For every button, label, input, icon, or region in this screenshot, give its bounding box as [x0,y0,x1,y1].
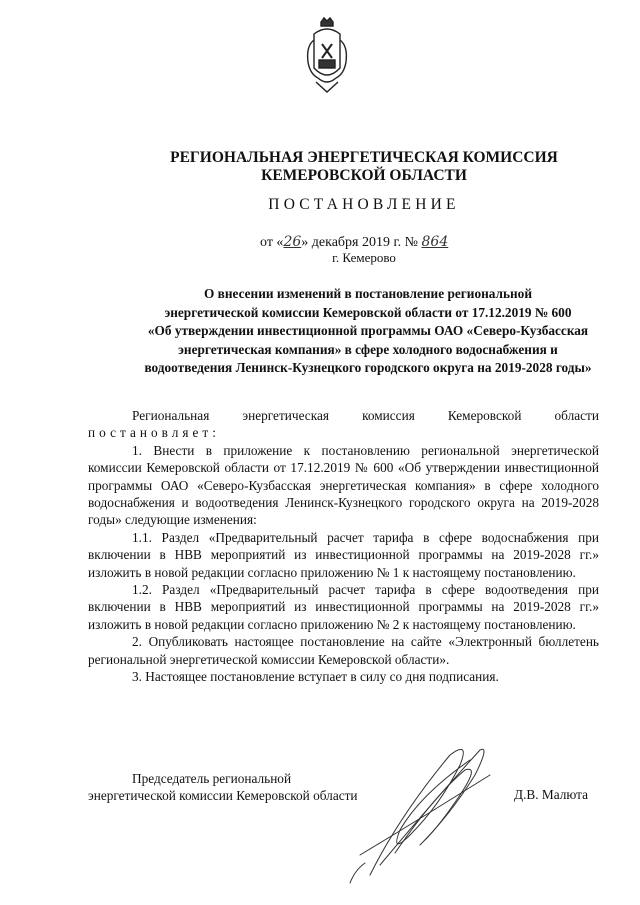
paragraph-1-2: 1.2. Раздел «Предварительный расчет тарифа в сфере водоотведения при включении в НВВ мероприятий из инвестиционной программы на 2019-2028 гг.» изложить в новой редакции согласно приложению № 2 к настоящему постановлению. [88,582,599,632]
date-month-year: » декабря 2019 г. № [301,235,418,250]
date-day: 26 [283,234,302,250]
document-date-line [260,234,448,251]
coat-of-arms-emblem [302,16,352,98]
decides-word: постановляет: [88,425,220,441]
signatory-position [88,770,358,805]
intro-paragraph: Региональная энергетическая комиссия Кемеровской области [132,408,599,423]
signatory-name: Д.В. Малюта [514,787,589,802]
title-line: «Об утверждении инвестиционной программы ОАО «Северо-Кузбасская [147,323,589,339]
title-line: энергетической комиссии Кемеровской области от 17.12.2019 № 600 [164,304,572,320]
organization-name-line1: РЕГИОНАЛЬНАЯ ЭНЕРГЕТИЧЕСКАЯ КОМИССИЯ [170,149,558,166]
document-city: г. Кемерово [332,250,396,265]
paragraph-1-1: 1.1. Раздел «Предварительный расчет тарифа в сфере водоснабжения при включении в НВВ мероприятий из инвестиционной программы на 2019-2028 гг.» изложить в новой редакции согласно приложению № 1 к настоящему постановлению. [88,529,599,580]
document-number: 864 [421,234,449,250]
organization-name-line2: КЕМЕРОВСКОЙ ОБЛАСТИ [261,167,467,184]
document-body [88,407,599,686]
date-prefix: от « [260,235,284,250]
document-type: ПОСТАНОВЛЕНИЕ [268,196,460,213]
position-line2: энергетической комиссии Кемеровской области [88,788,358,804]
handwritten-signature [340,735,510,885]
position-line1: Председатель региональной [132,771,292,786]
document-title [80,285,640,378]
title-line: водоотведения Ленинск-Кузнецкого городского округа на 2019-2028 годы» [144,360,592,376]
title-line: О внесении изменений в постановление региональной [204,286,532,301]
title-line: энергетическая компания» в сфере холодного водоснабжения и [178,341,558,357]
paragraph-2: 2. Опубликовать настоящее постановление на сайте «Электронный бюллетень региональной энергетической комиссии Кемеровской области». [88,634,599,667]
paragraph-1: 1. Внести в приложение к постановлению региональной энергетической комиссии Кемеровской области от 17.12.2019 № 600 «Об утверждении инвестиционной программы ОАО «Северо-Кузбасская энергетическая компания» в сфере холодного водоснабжения и водоотведения Ленинск-Кузнецкого городского округа на 2019-2028 годы» следующие изменения: [88,442,599,528]
paragraph-3: 3. Настоящее постановление вступает в силу со дня подписания. [132,669,499,685]
